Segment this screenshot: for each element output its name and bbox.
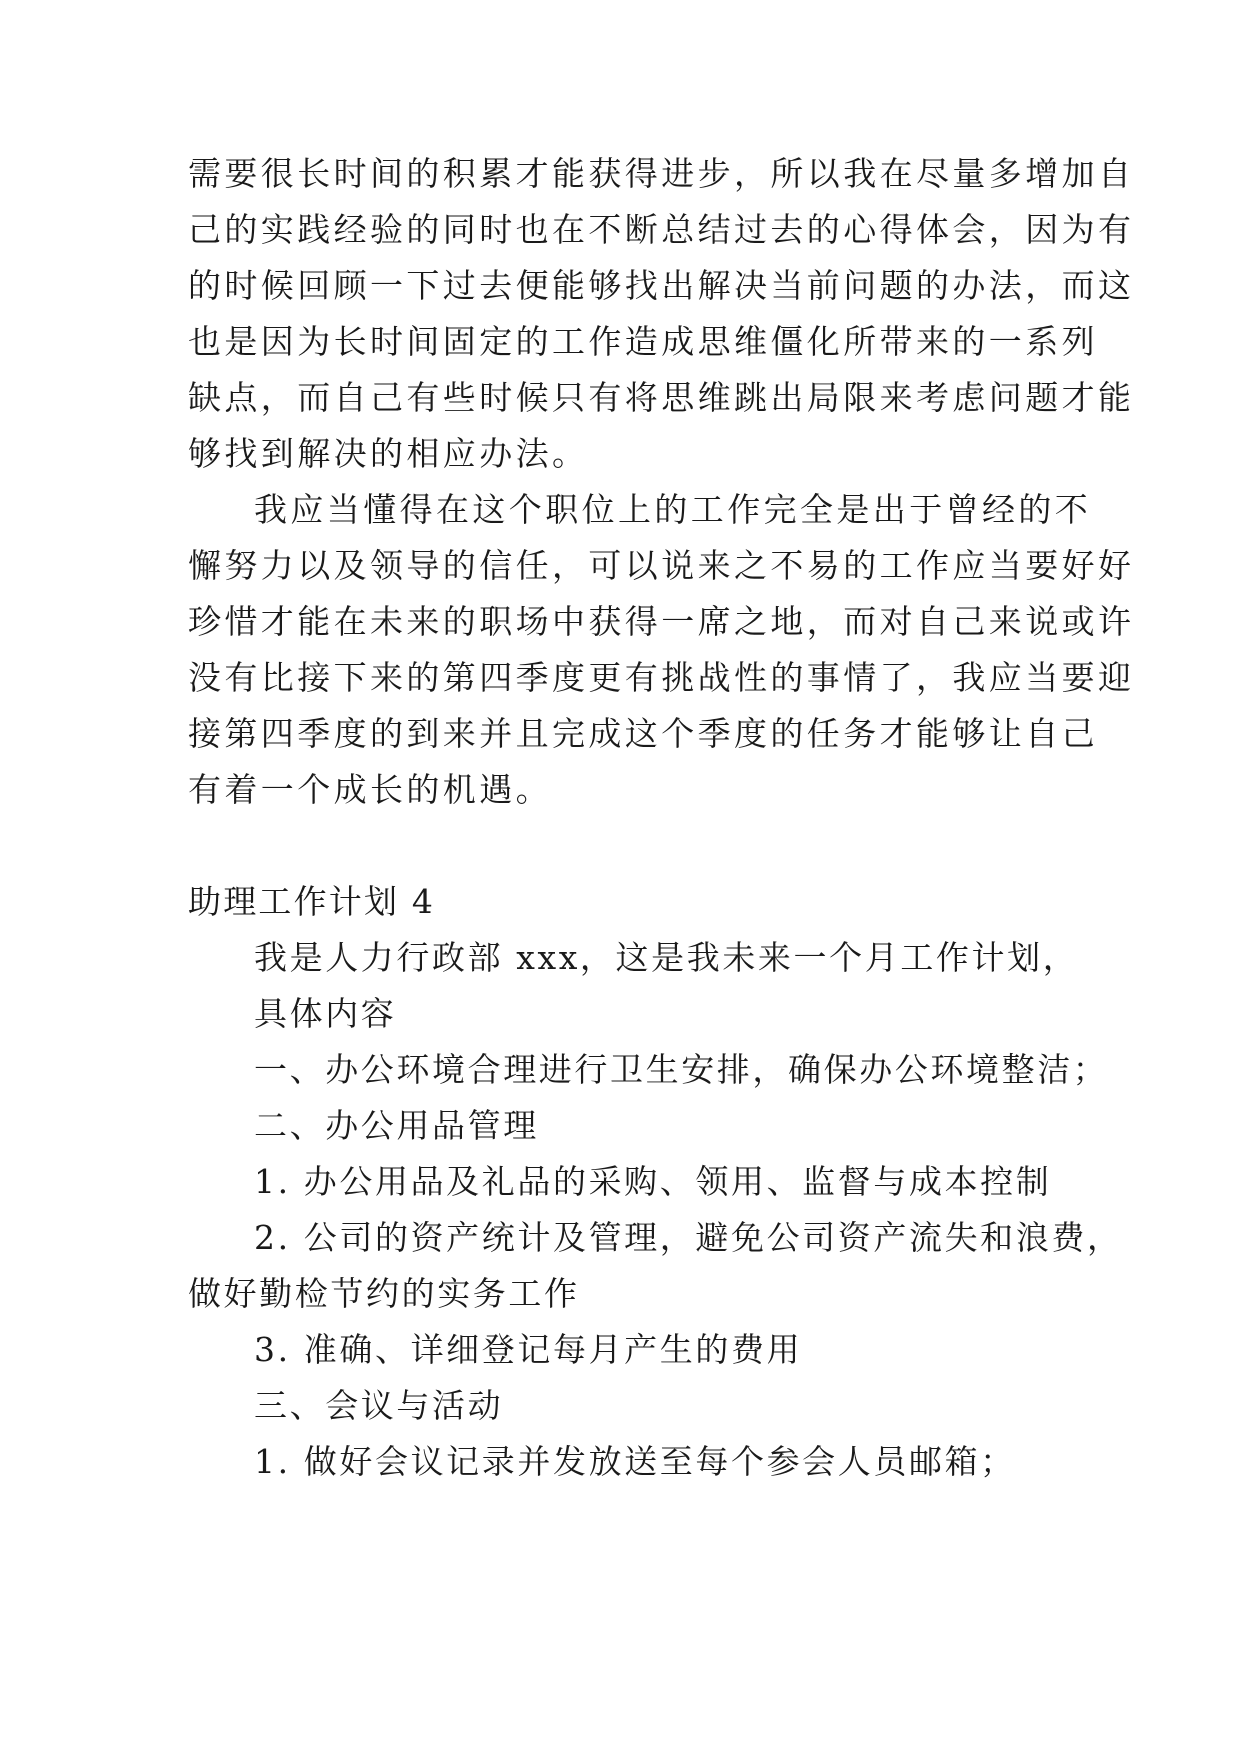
list-item: 3. 准确、详细登记每月产生的费用 [254,1330,803,1369]
paragraph-line: 己的实践经验的同时也在不断总结过去的心得体会，因为有 [188,210,1135,249]
section-title: 助理工作计划 4 [188,882,436,921]
paragraph-line: 我应当懂得在这个职位上的工作完全是出于曾经的不 [254,490,1092,529]
paragraph-line: 没有比接下来的第四季度更有挑战性的事情了，我应当要迎 [188,658,1135,697]
paragraph-line: 的时候回顾一下过去便能够找出解决当前问题的办法，而这 [188,266,1135,305]
paragraph-line: 需要很长时间的积累才能获得进步，所以我在尽量多增加自 [188,154,1135,193]
list-item: 1. 办公用品及礼品的采购、领用、监督与成本控制 [254,1162,1052,1201]
list-item: 二、办公用品管理 [254,1106,539,1145]
paragraph-line: 够找到解决的相应办法。 [188,434,589,473]
list-item: 2. 公司的资产统计及管理，避免公司资产流失和浪费， [254,1218,1123,1257]
list-item: 三、会议与活动 [254,1386,504,1425]
section-intro: 我是人力行政部 xxx，这是我未来一个月工作计划， [254,938,1079,977]
paragraph-line: 接第四季度的到来并且完成这个季度的任务才能够让自己 [188,714,1098,753]
paragraph-line: 懈努力以及领导的信任，可以说来之不易的工作应当要好好 [188,546,1135,585]
paragraph-line: 缺点，而自己有些时候只有将思维跳出局限来考虑问题才能 [188,378,1135,417]
paragraph-line: 有着一个成长的机遇。 [188,770,552,809]
list-item-continuation: 做好勤检节约的实务工作 [188,1274,580,1313]
section-subtitle: 具体内容 [254,994,397,1033]
list-item: 1. 做好会议记录并发放送至每个参会人员邮箱； [254,1442,1016,1481]
paragraph-line: 也是因为长时间固定的工作造成思维僵化所带来的一系列 [188,322,1098,361]
list-item: 一、办公环境合理进行卫生安排，确保办公环境整洁； [254,1050,1109,1089]
paragraph-line: 珍惜才能在未来的职场中获得一席之地，而对自己来说或许 [188,602,1135,641]
